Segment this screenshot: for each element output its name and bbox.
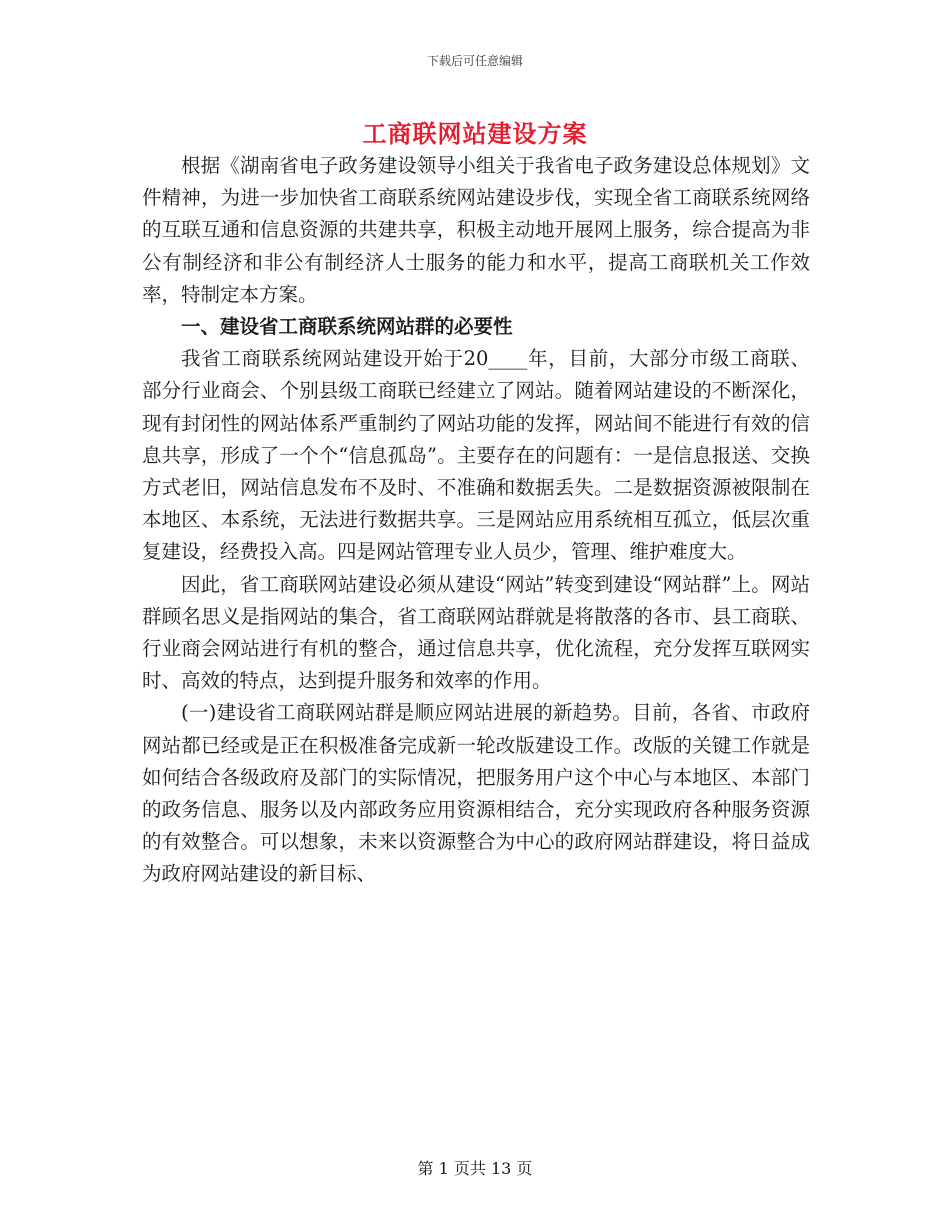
document-title: 工商联网站建设方案 xyxy=(362,120,588,148)
document-body xyxy=(142,150,810,891)
section-heading: 一、建设省工商联系统网站群的必要性 xyxy=(181,315,513,339)
paragraph-conclusion: 因此，省工商联网站建设必须从建设“网站”转变到建设“网站群”上。网站群顾名思义是指网站的集合，省工商联网站群就是将散落的各市、县工商联、行业商会网站进行有机的整合，通过信息共享，优化流程，充分发挥互联网实时、高效的特点，达到提升服务和效率的作用。 xyxy=(142,572,810,693)
page-header: 下载后可任意编辑 xyxy=(426,54,523,68)
page-footer: 第 1 页共 13 页 xyxy=(417,1159,533,1178)
paragraph-subsection-1: (一)建设省工商联网站群是顺应网站进展的新趋势。目前，各省、市政府网站都已经或是正在积极准备完成新一轮改版建设工作。改版的关键工作就是如何结合各级政府及部门的实际情况，把服务用户这个中心与本地区、本部门的政务信息、服务以及内部政务应用资源相结合，充分实现政府各种服务资源的有效整合。可以想象，未来以资源整合为中心的政府网站群建设，将日益成为政府网站建设的新目标、 xyxy=(142,701,810,886)
paragraph-background: 我省工商联系统网站建设开始于20____年，目前，大部分市级工商联、部分行业商会、个别县级工商联已经建立了网站。随着网站建设的不断深化，现有封闭性的网站体系严重制约了网站功能的发挥，网站间不能进行有效的信息共享，形成了一个个“信息孤岛”。主要存在的问题有：一是信息报送、交换方式老旧，网站信息发布不及时、不准确和数据丢失。二是数据资源被限制在本地区、本系统，无法进行数据共享。三是网站应用系统相互孤立，低层次重复建设，经费投入高。四是网站管理专业人员少，管理、维护难度大。 xyxy=(142,347,810,564)
paragraph-intro: 根据《湖南省电子政务建设领导小组关于我省电子政务建设总体规划》文件精神，为进一步加快省工商联系统网站建设步伐，实现全省工商联系统网络的互联互通和信息资源的共建共享，积极主动地开展网上服务，综合提高为非公有制经济和非公有制经济人士服务的能力和水平，提高工商联机关工作效率，特制定本方案。 xyxy=(142,154,810,306)
